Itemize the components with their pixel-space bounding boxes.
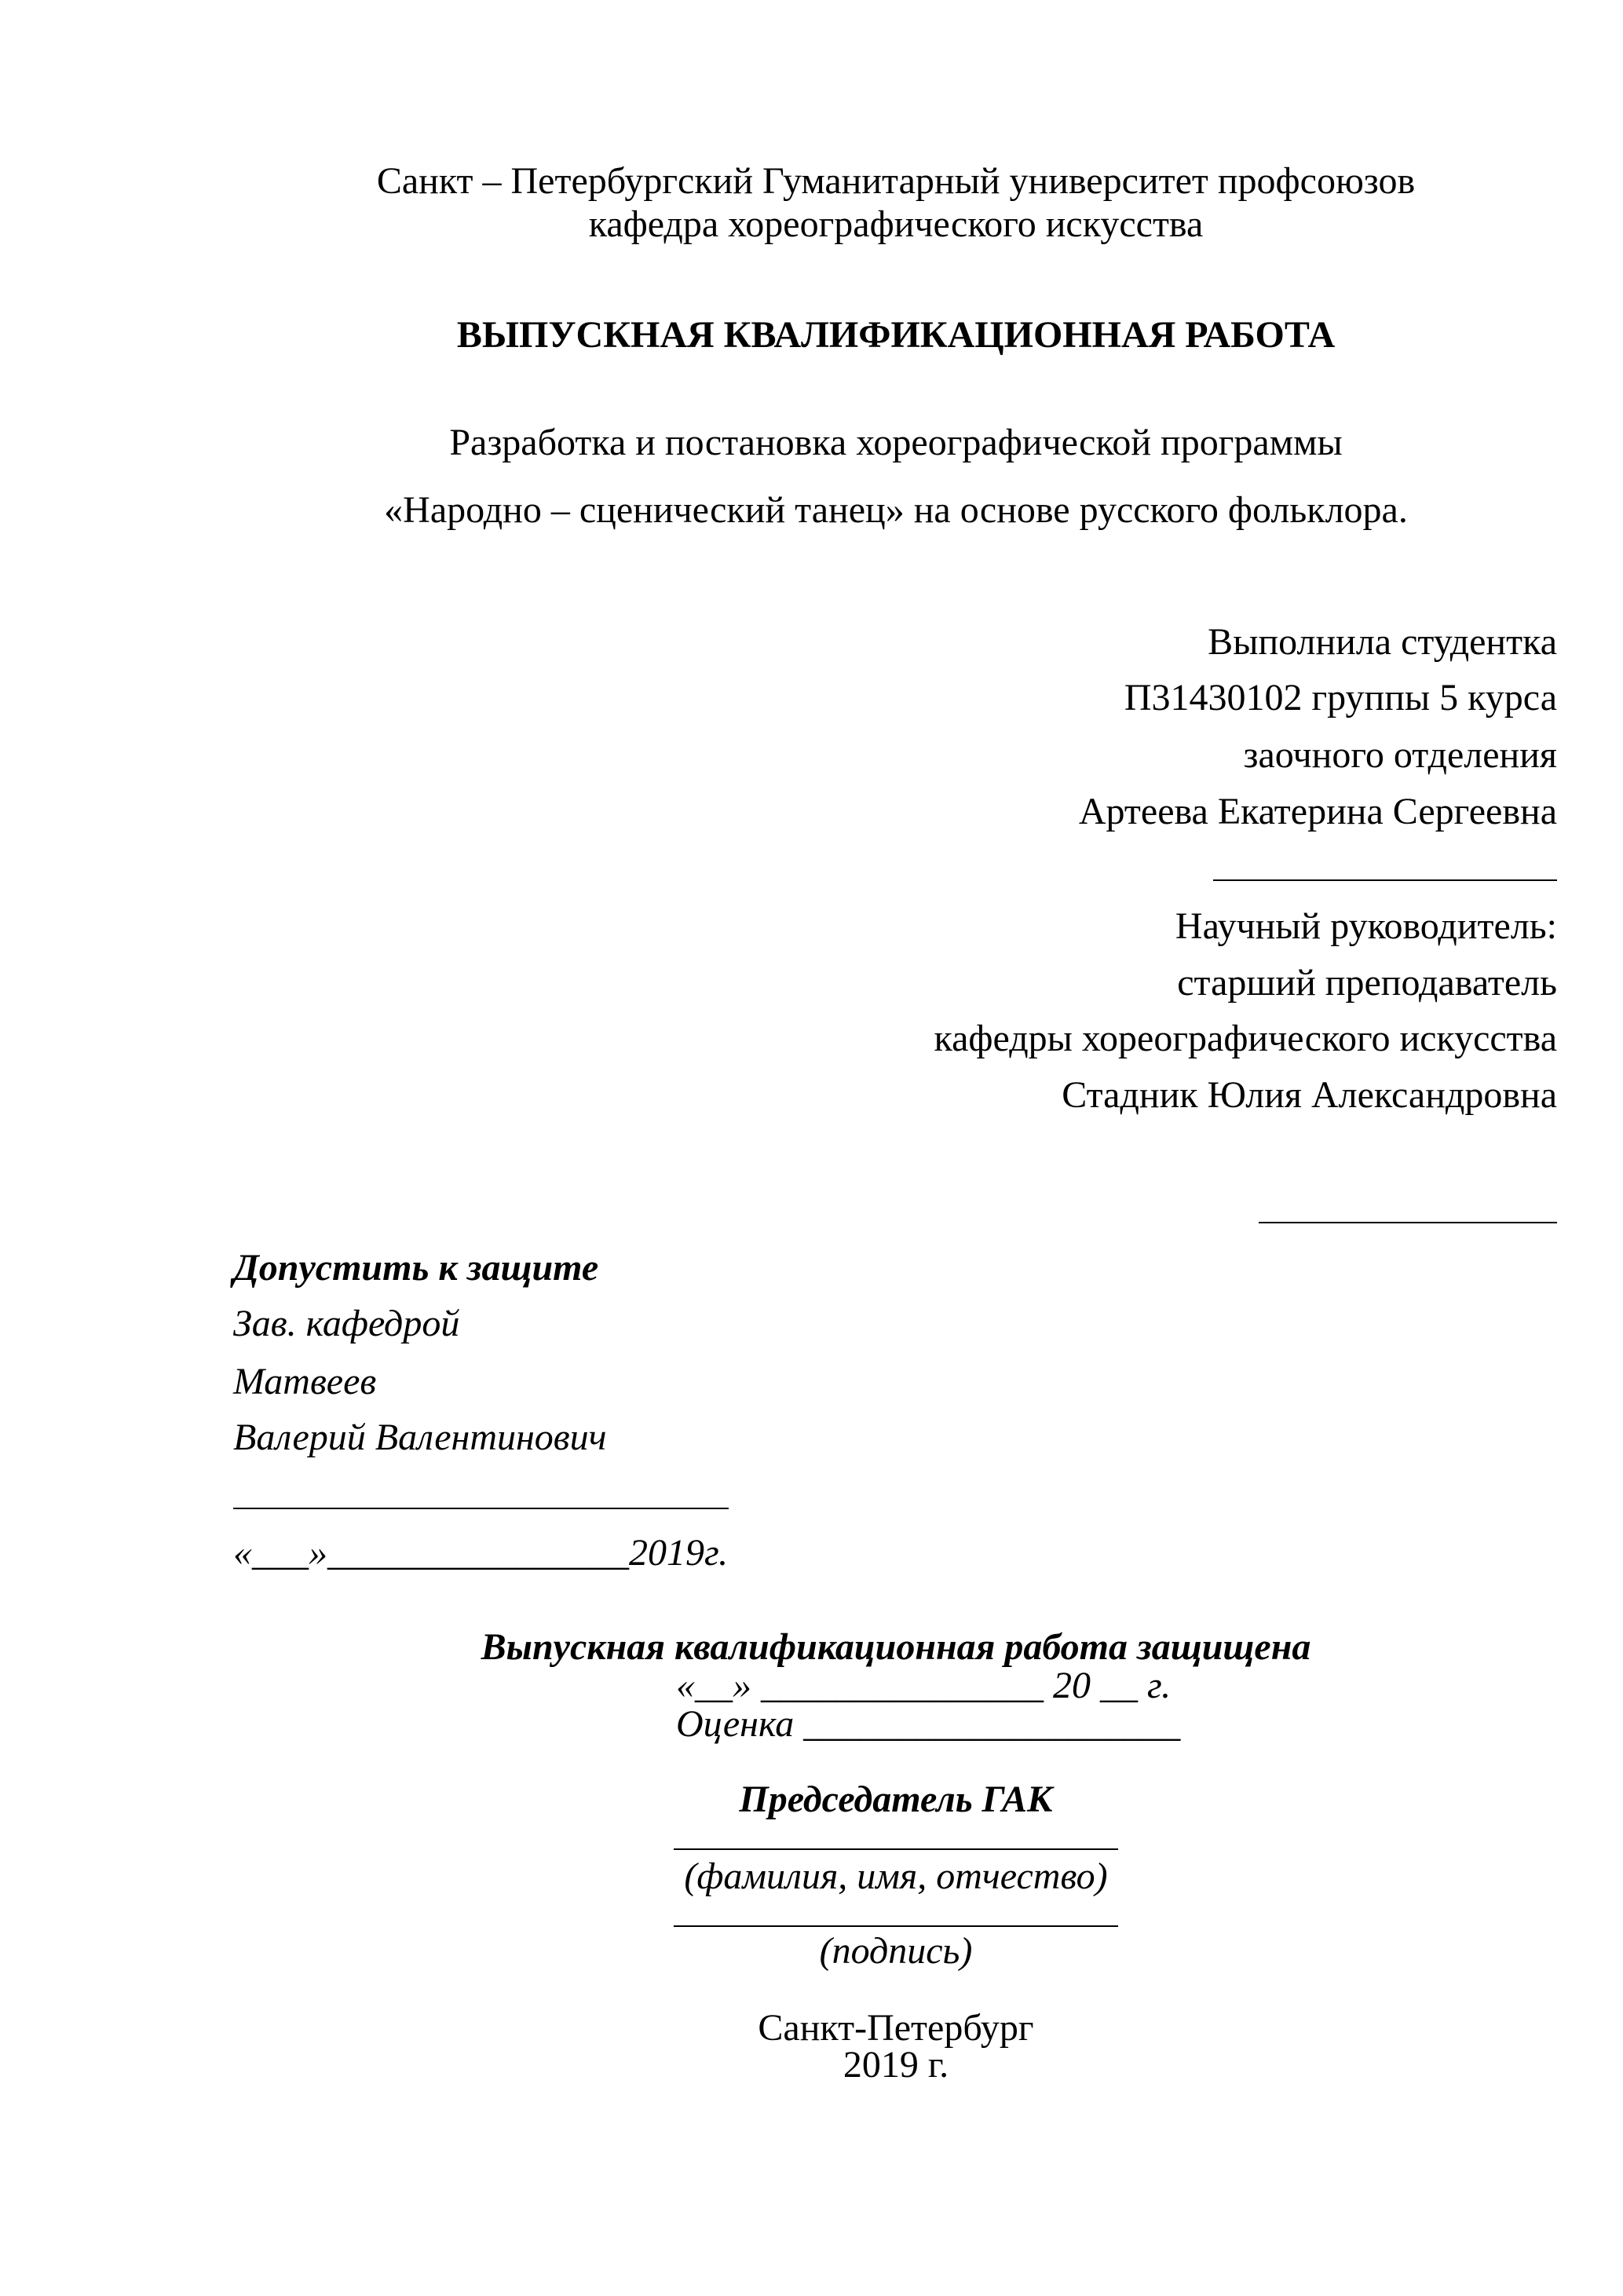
city: Санкт-Петербург xyxy=(758,2007,1034,2049)
topic-line-1: Разработка и постановка хореографической программы xyxy=(449,422,1343,463)
head-signature-line xyxy=(233,1508,729,1509)
year: 2019 г. xyxy=(843,2044,949,2086)
department-name: кафедра хореографического искусства xyxy=(588,203,1204,245)
admission-line: Валерий Валентинович xyxy=(233,1417,607,1458)
supervisor-line: кафедры хореографического искусства xyxy=(934,1018,1557,1059)
signature-caption: (подпись) xyxy=(819,1930,973,1972)
document-type-title: ВЫПУСКНАЯ КВАЛИФИКАЦИОННАЯ РАБОТА xyxy=(456,314,1336,356)
chair-signature-line xyxy=(674,1925,1118,1927)
defense-date: «__» _______________ 20 __ г. xyxy=(676,1665,1172,1706)
author-line: заочного отделения xyxy=(1243,734,1557,776)
admission-date: «___»________________2019г. xyxy=(233,1532,729,1574)
supervisor-line: старший преподаватель xyxy=(1177,962,1557,1004)
author-signature-line xyxy=(1213,879,1557,881)
supervisor-signature-line xyxy=(1259,1222,1557,1223)
admission-line: Матвеев xyxy=(233,1361,377,1402)
chair-title: Председатель ГАК xyxy=(739,1779,1053,1820)
chair-name-line xyxy=(674,1848,1118,1850)
university-name: Санкт – Петербургский Гуманитарный университет профсоюзов xyxy=(376,160,1416,202)
admission-line: Зав. кафедрой xyxy=(233,1303,460,1344)
topic-line-2: «Народно – сценический танец» на основе русского фольклора. xyxy=(384,489,1408,531)
name-caption: (фамилия, имя, отчество) xyxy=(684,1855,1108,1897)
author-name: Артеева Екатерина Сергеевна xyxy=(1078,791,1557,832)
author-line: Выполнила студентка xyxy=(1208,621,1557,663)
supervisor-line: Научный руководитель: xyxy=(1175,905,1557,947)
defense-title: Выпускная квалификационная работа защищена xyxy=(481,1626,1311,1668)
defense-grade: Оценка ____________________ xyxy=(676,1703,1181,1745)
supervisor-name: Стадник Юлия Александровна xyxy=(1062,1074,1557,1116)
admission-title: Допустить к защите xyxy=(233,1247,599,1289)
author-line: П31430102 группы 5 курса xyxy=(1124,677,1557,718)
